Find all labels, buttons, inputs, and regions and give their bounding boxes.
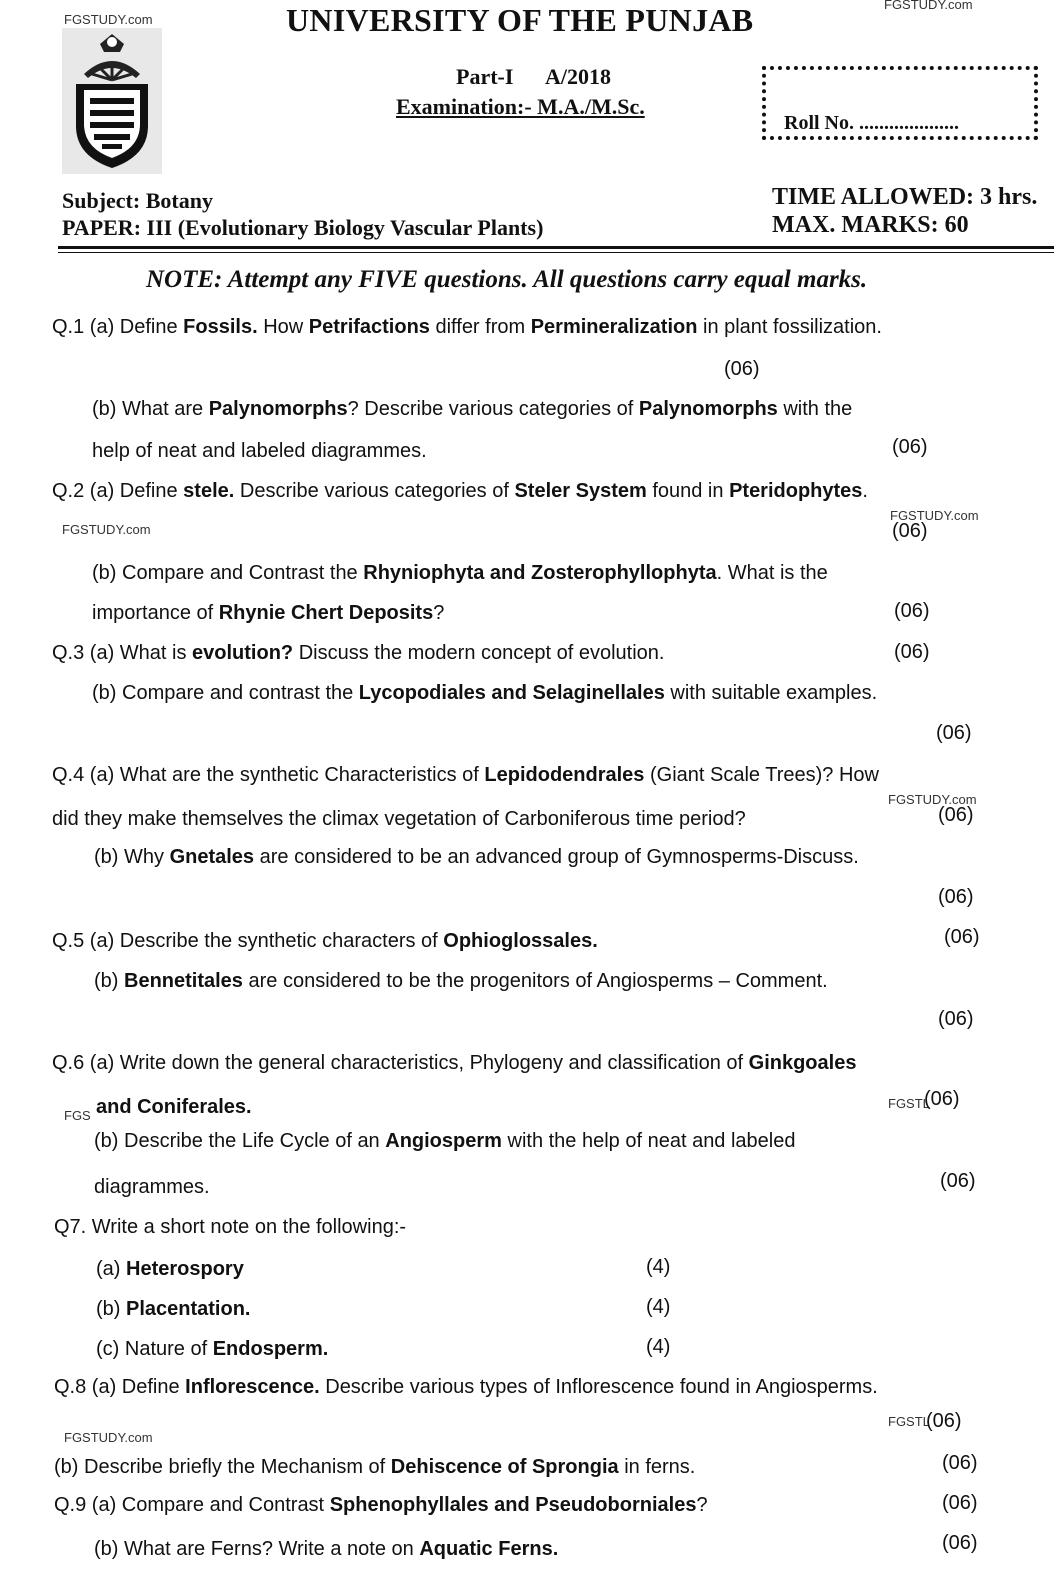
q6b-text — [94, 1130, 796, 1153]
q5a-term: Ophioglossales. — [443, 930, 598, 952]
q4a-t1: (Giant Scale Trees)? How — [644, 764, 879, 786]
q4a-pre: Q.4 (a) What are the synthetic Characteristics of — [52, 764, 485, 786]
q7a-text — [96, 1258, 244, 1281]
q8b-t1: in ferns. — [618, 1456, 696, 1478]
q8b-text — [54, 1456, 695, 1479]
q7b-text — [96, 1298, 250, 1321]
subject-label: Subject: Botany — [62, 188, 213, 213]
watermark-top-left: FGSTUDY.com — [64, 12, 153, 27]
q5a-text — [52, 930, 598, 953]
q2a-t2: found in — [646, 480, 730, 502]
q2b-line2 — [92, 602, 444, 625]
q4a-marks: (06) — [938, 804, 974, 826]
q8a-marks: (06) — [926, 1410, 962, 1432]
watermark-q6-left: FGS — [64, 1108, 91, 1123]
q2b-line2-term: Rhynie Chert Deposits — [218, 602, 434, 624]
instructions-note: NOTE: Attempt any FIVE questions. All questions carry equal marks. — [146, 266, 868, 293]
q3b-t1: with suitable examples. — [664, 682, 878, 704]
q3b-text — [92, 682, 877, 705]
q4b-marks: (06) — [938, 886, 974, 908]
max-marks: MAX. MARKS: 60 — [772, 212, 969, 238]
q2a-t3: . — [862, 480, 868, 502]
q9b-text — [94, 1538, 558, 1561]
q6b-pre: (b) Describe the Life Cycle of an — [94, 1130, 386, 1152]
q6b-term: Angiosperm — [385, 1130, 502, 1152]
q5b-pre: (b) — [94, 970, 124, 992]
q4b-text — [94, 846, 859, 869]
q4b-term: Gnetales — [169, 846, 255, 868]
watermark-q2-right: FGSTUDY.com — [890, 508, 979, 523]
watermark-q8-right: FGSTL — [888, 1414, 930, 1429]
q3b-marks: (06) — [936, 722, 972, 744]
q1b-line2: help of neat and labeled diagrammes. — [92, 440, 427, 462]
q1b-text — [92, 398, 852, 421]
q1a-t2: differ from — [429, 316, 531, 338]
q4a-term: Lepidodendrales — [484, 764, 645, 786]
q5b-marks: (06) — [938, 1008, 974, 1030]
q4b-pre: (b) Why — [94, 846, 170, 868]
q6a-marks: (06) — [924, 1088, 960, 1110]
q9a-term: Sphenophyllales and Pseudoborniales — [329, 1494, 697, 1516]
q2b-t1: . What is the — [716, 562, 828, 584]
q1b-t2: with the — [777, 398, 853, 420]
exam-session: A/2018 — [545, 64, 611, 89]
exam-part: Part-I — [456, 64, 514, 89]
q7c-term: Endosperm. — [212, 1338, 329, 1360]
q2b-marks: (06) — [894, 600, 930, 622]
q5a-marks: (06) — [944, 926, 980, 948]
q1a-term-permineralization: Permineralization — [530, 316, 698, 338]
q4a-line2: did they make themselves the climax vegetation of Carboniferous time period? — [52, 808, 746, 830]
q6a-pre: Q.6 (a) Write down the general characteristics, Phylogeny and classification of — [52, 1052, 749, 1074]
q7b-pre: (b) — [96, 1298, 126, 1320]
q8a-t1: Describe various types of Inflorescence found in Angiosperms. — [319, 1376, 878, 1398]
q2a-term-steler: Steler System — [514, 480, 647, 502]
q1b-t1: ? Describe various categories of — [347, 398, 639, 420]
q8a-pre: Q.8 (a) Define — [54, 1376, 186, 1398]
q3a-pre: Q.3 (a) What is — [52, 642, 193, 664]
q8b-pre: (b) Describe briefly the Mechanism of — [54, 1456, 391, 1478]
q1b-term-2: Palynomorphs — [638, 398, 778, 420]
paper-label: PAPER: III (Evolutionary Biology Vascular Plants) — [62, 215, 544, 240]
university-name: UNIVERSITY OF THE PUNJAB — [286, 2, 754, 38]
q3a-text — [52, 642, 664, 665]
watermark-q8-left: FGSTUDY.com — [64, 1430, 153, 1445]
q6a-line2 — [96, 1096, 252, 1119]
q8a-term: Inflorescence. — [185, 1376, 320, 1398]
q3b-term: Lycopodiales and Selaginellales — [358, 682, 665, 704]
examination-title: Examination:- M.A./M.Sc. — [396, 94, 645, 119]
q2a-term-pteridophytes: Pteridophytes — [729, 480, 863, 502]
q1b-marks: (06) — [892, 436, 928, 458]
header-divider-thin — [58, 252, 1054, 253]
q1a-term-fossils: Fossils. — [183, 316, 258, 338]
q3a-marks: (06) — [894, 641, 930, 663]
q1a-t3: in plant fossilization. — [697, 316, 882, 338]
q7a-pre: (a) — [96, 1258, 126, 1280]
q1a-pre: Q.1 (a) Define — [52, 316, 184, 338]
q9a-text — [54, 1494, 708, 1517]
watermark-q6-right: FGSTL — [888, 1096, 930, 1111]
university-crest-icon — [62, 28, 162, 174]
q2a-pre: Q.2 (a) Define — [52, 480, 184, 502]
q9a-marks: (06) — [942, 1492, 978, 1514]
watermark-top-right: FGSTUDY.com — [884, 0, 973, 12]
q2a-t1: Describe various categories of — [234, 480, 515, 502]
q9b-pre: (b) What are Ferns? Write a note on — [94, 1538, 420, 1560]
roll-number-field[interactable]: Roll No. .................... — [784, 112, 959, 134]
q5a-pre: Q.5 (a) Describe the synthetic characters of — [52, 930, 444, 952]
q6a-text — [52, 1052, 856, 1075]
q9b-term: Aquatic Ferns. — [419, 1538, 559, 1560]
q6b-t1: with the help of neat and labeled — [501, 1130, 796, 1152]
q7c-pre: (c) Nature of — [96, 1338, 213, 1360]
q6b-marks: (06) — [940, 1170, 976, 1192]
q6a-term: Ginkgoales — [748, 1052, 857, 1074]
q7b-term: Placentation. — [126, 1298, 251, 1320]
q1a-t1: How — [257, 316, 309, 338]
q3a-term: evolution? — [192, 642, 294, 664]
q1b-term-1: Palynomorphs — [208, 398, 348, 420]
header-divider-thick — [58, 246, 1054, 249]
q5b-t1: are considered to be the progenitors of Angiosperms – Comment. — [242, 970, 828, 992]
q6a-line2-term: and Coniferales. — [96, 1096, 252, 1118]
q8b-term: Dehiscence of Sprongia — [390, 1456, 619, 1478]
q7a-term: Heterospory — [126, 1258, 244, 1280]
q7c-text — [96, 1338, 328, 1361]
q5b-text — [94, 970, 828, 993]
q8b-marks: (06) — [942, 1452, 978, 1474]
time-allowed: TIME ALLOWED: 3 hrs. — [772, 184, 1038, 210]
q1a-term-petrifactions: Petrifactions — [308, 316, 430, 338]
q2b-text — [92, 562, 828, 585]
q1a-text — [52, 316, 882, 339]
q5b-term: Bennetitales — [124, 970, 243, 992]
q9b-marks: (06) — [942, 1532, 978, 1554]
q1a-marks: (06) — [724, 358, 760, 380]
q2a-term-stele: stele. — [183, 480, 235, 502]
q2b-line2-pre: importance of — [92, 602, 219, 624]
q6b-line2: diagrammes. — [94, 1176, 210, 1198]
q7a-marks: (4) — [646, 1256, 671, 1278]
q3b-pre: (b) Compare and contrast the — [92, 682, 359, 704]
watermark-q4-right: FGSTUDY.com — [888, 792, 977, 807]
watermark-q2-left: FGSTUDY.com — [62, 522, 151, 537]
q2b-pre: (b) Compare and Contrast the — [92, 562, 364, 584]
q9a-t1: ? — [696, 1494, 708, 1516]
q2b-line2-post: ? — [433, 602, 445, 624]
q7b-marks: (4) — [646, 1296, 671, 1318]
q3a-t1: Discuss the modern concept of evolution. — [293, 642, 665, 664]
q8a-text — [54, 1376, 878, 1399]
q2b-term: Rhyniophyta and Zosterophyllophyta — [363, 562, 717, 584]
q9a-pre: Q.9 (a) Compare and Contrast — [54, 1494, 330, 1516]
q2a-text — [52, 480, 868, 503]
q4a-text — [52, 764, 879, 787]
q4b-t1: are considered to be an advanced group of Gymnosperms-Discuss. — [254, 846, 859, 868]
q2a-marks: (06) — [892, 520, 928, 542]
q7c-marks: (4) — [646, 1336, 671, 1358]
q1b-pre: (b) What are — [92, 398, 209, 420]
q7-intro: Q7. Write a short note on the following:- — [54, 1216, 407, 1238]
